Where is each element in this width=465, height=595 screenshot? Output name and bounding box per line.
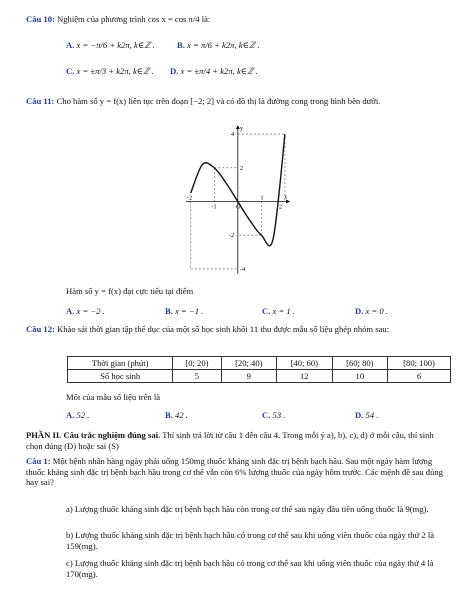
option-text: 52 .: [76, 410, 90, 420]
q11-stem: [26, 96, 446, 107]
y-axis-label: y: [239, 125, 244, 132]
q12-option-c[interactable]: [262, 410, 285, 421]
option-letter: A.: [66, 40, 75, 50]
tick-label: -2: [228, 232, 235, 240]
option-text: x = ±π/4 + k2π, k∈ℤ .: [180, 66, 258, 76]
table-cell: 10: [332, 370, 388, 383]
tick-label: -1: [211, 203, 217, 211]
option-letter: B.: [165, 306, 173, 316]
part2-text: Thí sinh trả lời từ câu 1 đến câu 4. Trong mỗi ý a), b), c), d) ở mỗi câu, thí sinh chọn đúng (Đ) hoặc sai (S): [26, 430, 434, 451]
option-letter: A.: [66, 410, 75, 420]
q12-option-a[interactable]: [66, 410, 89, 421]
part2-title: PHẦN II. Câu trắc nghiệm đúng sai.: [26, 430, 161, 440]
q12-label: Câu 12:: [26, 324, 55, 334]
function-graph: [186, 124, 292, 274]
q10-option-c[interactable]: [66, 66, 154, 77]
tick-label: -4: [239, 265, 246, 273]
q10-label: Câu 10:: [26, 14, 55, 24]
graph-labels: [187, 125, 288, 273]
option-letter: C.: [66, 66, 75, 76]
table-cell: [80; 100): [388, 357, 451, 370]
option-letter: D.: [170, 66, 179, 76]
graph-axes: [186, 125, 290, 274]
table-cell: 9: [221, 370, 277, 383]
tick-label: 4: [230, 131, 235, 139]
option-letter: C.: [262, 306, 271, 316]
q11-option-b[interactable]: [165, 306, 203, 317]
q10-option-b[interactable]: [177, 40, 260, 51]
option-letter: D.: [355, 306, 364, 316]
table-cell: Số học sinh: [68, 370, 173, 383]
option-letter: B.: [177, 40, 185, 50]
table-cell: Thời gian (phút): [68, 357, 173, 370]
q12-question: Mốt của mẫu số liệu trên là: [66, 392, 161, 402]
table-cell: [0; 20): [173, 357, 221, 370]
table-cell: [20; 40): [221, 357, 277, 370]
p2q1-stem: [26, 456, 451, 488]
tick-label: 2: [239, 164, 244, 172]
option-letter: C.: [262, 410, 271, 420]
frequency-table: [67, 356, 451, 383]
table-cell: 5: [173, 370, 221, 383]
q11-option-d[interactable]: [355, 306, 388, 317]
option-text: 54 .: [365, 410, 379, 420]
q11-option-a[interactable]: [66, 306, 105, 317]
option-text: 42 .: [175, 410, 188, 420]
option-text: x = 0 .: [365, 306, 389, 316]
q11-option-c[interactable]: [262, 306, 295, 317]
q10-text: Nghiệm của phương trình cos x = cos π/4 là:: [57, 14, 211, 24]
q11-label: Câu 11:: [26, 96, 55, 106]
tick-label: 1: [260, 194, 264, 202]
option-text: x = −π/6 + k2π, k∈ℤ .: [76, 40, 155, 50]
option-text: x = ±π/3 + k2π, k∈ℤ .: [76, 66, 154, 76]
table-cell: [60; 80): [332, 357, 388, 370]
table-cell: 6: [388, 370, 451, 383]
option-letter: D.: [355, 410, 364, 420]
origin-label: O: [235, 203, 241, 211]
table-row: [68, 357, 451, 370]
q10-option-d[interactable]: [170, 66, 258, 77]
p2q1-item-a[interactable]: a) Lượng thuốc kháng sinh đặc trị bệnh bạch hầu còn trong cơ thể sau ngày đầu tiên uống thuốc là 9(mg).: [66, 504, 429, 514]
q12-option-d[interactable]: [355, 410, 378, 421]
option-text: x = −1 .: [175, 306, 204, 316]
q12-stem: [26, 324, 446, 335]
q10-stem: [26, 14, 210, 25]
tick-label: -2: [186, 194, 193, 202]
option-text: 53 .: [272, 410, 286, 420]
option-text: x = −2 .: [76, 306, 105, 316]
x-axis-label: x: [284, 193, 288, 201]
table-cell: [40; 60): [277, 357, 333, 370]
tick-label: 2: [278, 203, 283, 211]
p2q1-label: Câu 1:: [26, 456, 51, 466]
q11-question: Hàm số y = f(x) đạt cực tiểu tại điểm: [66, 286, 194, 296]
option-letter: B.: [165, 410, 173, 420]
q12-option-b[interactable]: [165, 410, 188, 421]
p2q1-item-b[interactable]: b) Lượng thuốc kháng sinh đặc trị bệnh bạch hầu có trong cơ thể sau khi uống viên thuốc của ngày thứ 2 là 159(mg).: [66, 530, 435, 551]
part2-heading: [26, 430, 451, 451]
option-text: x = 1 .: [272, 306, 296, 316]
q11-text: Cho hàm số y = f(x) liên tục trên đoạn [−2; 2] và có đồ thị là đường cong trong hình bên dưới.: [56, 96, 381, 106]
q12-text: Khảo sát thời gian tập thể dục của một số học sinh khối 11 thu được mẫu số liệu ghép nhóm sau:: [57, 324, 390, 334]
table-row: [68, 370, 451, 383]
option-letter: A.: [66, 306, 75, 316]
p2q1-text: Một bệnh nhân hàng ngày phải uống 150mg thuốc kháng sinh đặc trị bệnh bạch hầu. Sau một ngày hàm lượng thuốc kháng sinh đặc trị bệnh bạch hầu trong cơ thể vẫn còn 6% lượng thuốc của ngày hôm trước. Các mệnh đề sau đúng hay sai?: [26, 456, 443, 488]
option-text: x = π/6 + k2π, k∈ℤ .: [187, 40, 260, 50]
table-cell: 12: [277, 370, 333, 383]
q10-option-a[interactable]: [66, 40, 155, 51]
p2q1-item-c[interactable]: c) Lượng thuốc kháng sinh đặc trị bệnh bạch hầu có trong cơ thể sau khi uống viên thuốc của ngày thứ 4 là 170(mg).: [66, 558, 434, 579]
